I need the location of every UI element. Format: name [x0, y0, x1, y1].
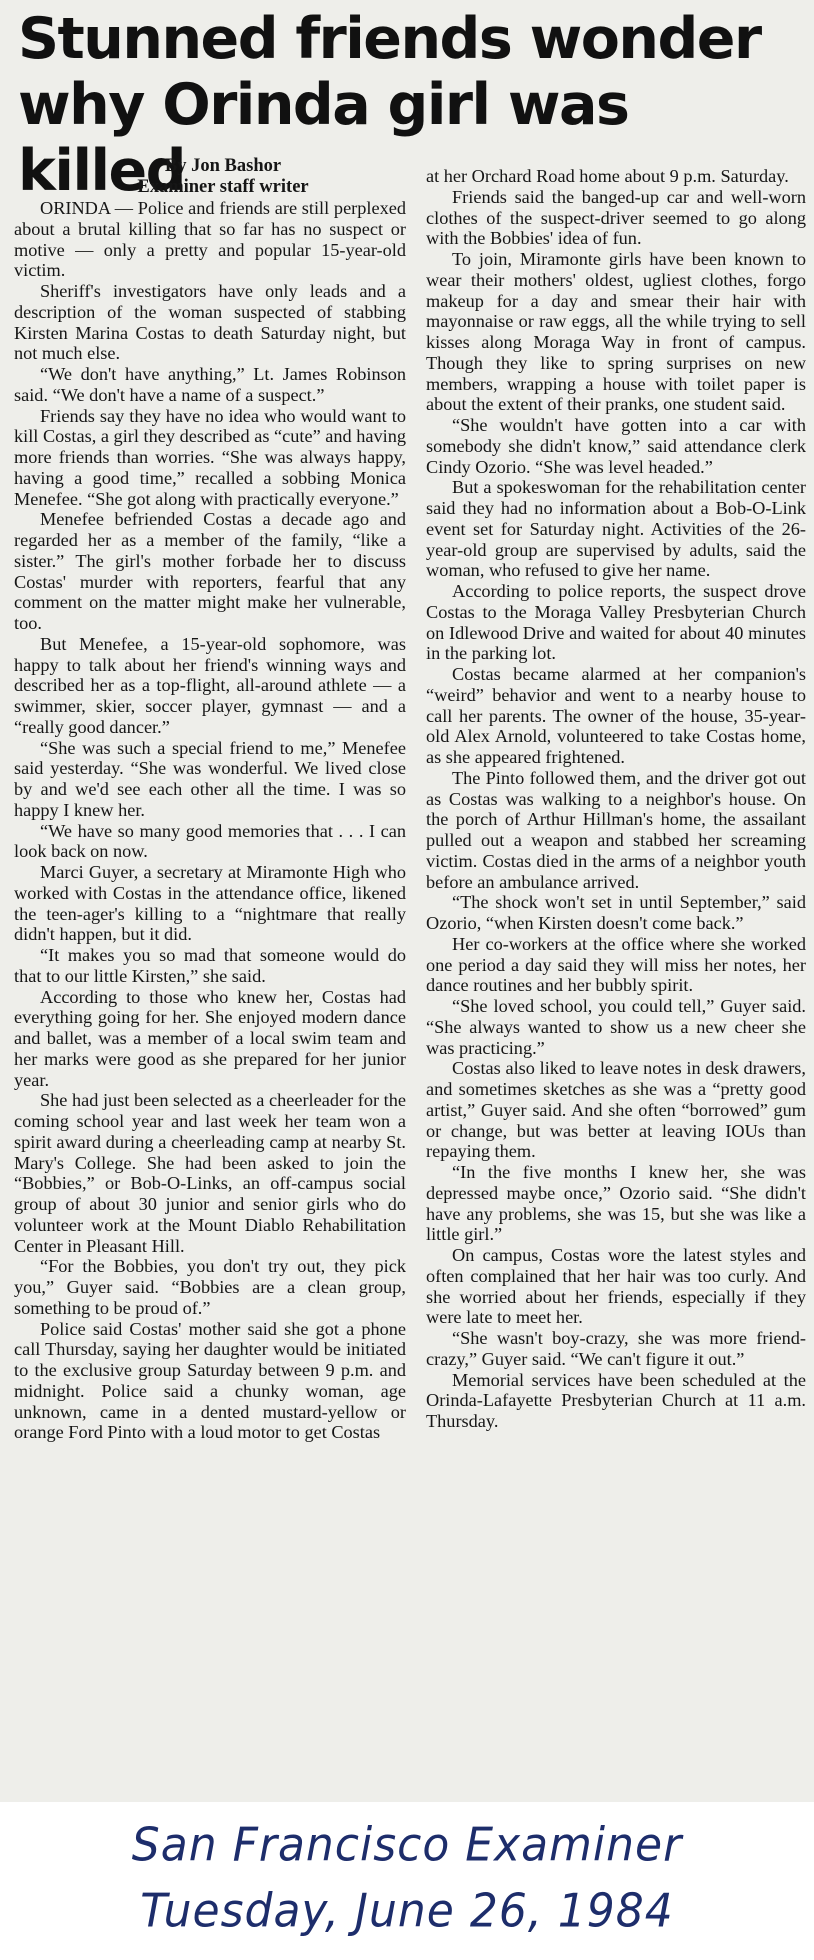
- article-paragraph: “She loved school, you could tell,” Guyer said. “She always wanted to show us a new cheer she was practicing.”: [426, 996, 806, 1058]
- article-paragraph: Friends say they have no idea who would want to kill Costas, a girl they described as “cute” and having more friends than worries. “She was always happy, having a good time,” recalled a sobbing Monica Menefee. “She got along with practically everyone.”: [14, 405, 406, 509]
- article-paragraph: To join, Miramonte girls have been known to wear their mothers' oldest, ugliest clothes, forgo makeup for a day and smear their hair with mayonnaise or raw eggs, all the while trying to sell kisses along Moraga Way in front of campus. Though they like to spring surprises on new members, wrapping a house with toilet paper is about the extent of their pranks, one student said.: [426, 249, 806, 415]
- article-paragraph: Menefee befriended Costas a decade ago and regarded her as a member of the family, “like a sister.” The girl's mother forbade her to discuss Costas' murder with reporters, fearful that any comment on the matter might make her vulnerable, too.: [14, 509, 406, 633]
- article-paragraph: On campus, Costas wore the latest styles and often complained that her hair was too curly. And she worried about her friends, especially if they were late to meet her.: [426, 1245, 806, 1328]
- article-paragraph: She had just been selected as a cheerleader for the coming school year and last week her team won a spirit award during a cheerleading camp at nearby St. Mary's College. She had been asked to join the “Bobbies,” or Bob-O-Links, an off-campus social group of about 30 junior and senior girls who do volunteer work at the Mount Diablo Rehabilitation Center in Pleasant Hill.: [14, 1090, 406, 1256]
- article-paragraph: But Menefee, a 15-year-old sophomore, was happy to talk about her friend's winning ways and described her as a top-flight, all-around athlete — a swimmer, skier, soccer player, gymnast — and a “really good dancer.”: [14, 633, 406, 737]
- article-paragraph: “The shock won't set in until September,” said Ozorio, “when Kirsten doesn't come back.”: [426, 892, 806, 933]
- handwritten-annotation: [0, 1802, 814, 1960]
- article-paragraph: The Pinto followed them, and the driver got out as Costas was walking to a neighbor's house. On the porch of Arthur Hillman's home, the assailant pulled out a weapon and stabbed her screaming victim. Costas died in the arms of a neighbor youth before an ambulance arrived.: [426, 767, 806, 892]
- headline-line-2: why Orinda girl was killed: [18, 72, 629, 204]
- byline-role: Examiner staff writer: [137, 177, 309, 197]
- publication-date: Tuesday, June 26, 1984: [140, 1884, 674, 1939]
- article-paragraph: Marci Guyer, a secretary at Miramonte High who worked with Costas in the attendance office, likened the teen-ager's killing to a “nightmare that really didn't happen, but it did.: [14, 862, 406, 945]
- article-paragraph: Friends said the banged-up car and well-worn clothes of the suspect-driver seemed to go along with the Bobbies' idea of fun.: [426, 186, 806, 249]
- article-paragraph: “It makes you so mad that someone would do that to our little Kirsten,” she said.: [14, 945, 406, 986]
- article-paragraph: According to those who knew her, Costas had everything going for her. She enjoyed modern dance and ballet, was a member of a local swim team and her marks were good as she prepared for her junior year.: [14, 986, 406, 1090]
- article-paragraph: “She was such a special friend to me,” Menefee said yesterday. “She was wonderful. We lived close by and we'd see each other all the time. I was so happy I knew her.: [14, 737, 406, 820]
- article-paragraph: “In the five months I knew her, she was depressed maybe once,” Ozorio said. “She didn't have any problems, she was 15, but she was like a little girl.”: [426, 1162, 806, 1245]
- article-paragraph: “She wasn't boy-crazy, she was more friend-crazy,” Guyer said. “We can't figure it out.”: [426, 1328, 806, 1369]
- article-column-right: [426, 166, 806, 1802]
- article-paragraph: Her co-workers at the office where she worked one period a day said they will miss her notes, her dance routines and her bubbly spirit.: [426, 933, 806, 996]
- article-column-left: [14, 156, 406, 1796]
- article-paragraph: But a spokeswoman for the rehabilitation center said they had no information about a Bob-O-Link event set for Saturday night. Activities of the 26-year-old group are supervised by adults, said the woman, who refused to give her name.: [426, 477, 806, 581]
- article-paragraph: ORINDA — Police and friends are still perplexed about a brutal killing that so far has no suspect or motive — only a pretty and popular 15-year-old victim.: [14, 198, 406, 281]
- publication-name: San Francisco Examiner: [131, 1818, 683, 1873]
- article-paragraph: Memorial services have been scheduled at the Orinda-Lafayette Presbyterian Church at 11 a.m. Thursday.: [426, 1369, 806, 1431]
- article-paragraph: “She wouldn't have gotten into a car with somebody she didn't know,” said attendance clerk Cindy Ozorio. “She was level headed.”: [426, 415, 806, 477]
- article-paragraph: Sheriff's investigators have only leads and a description of the woman suspected of stabbing Kirsten Marina Costas to death Saturday night, but not much else.: [14, 281, 406, 364]
- article-paragraph: “We don't have anything,” Lt. James Robinson said. “We don't have a name of a suspect.”: [14, 364, 406, 405]
- article-paragraph: at her Orchard Road home about 9 p.m. Saturday.: [426, 166, 789, 186]
- article-paragraph: Police said Costas' mother said she got a phone call Thursday, saying her daughter would be initiated to the exclusive group Saturday between 9 p.m. and midnight. Police said a chunky woman, age unknown, came in a dented mustard-yellow or orange Ford Pinto with a loud motor to get Costas: [14, 1318, 406, 1443]
- headline-line-1: Stunned friends wonder: [18, 6, 761, 72]
- byline-author: By Jon Bashor: [164, 156, 282, 176]
- article-paragraph: “For the Bobbies, you don't try out, they pick you,” Guyer said. “Bobbies are a clean group, something to be proud of.”: [14, 1256, 406, 1318]
- article-paragraph: Costas also liked to leave notes in desk drawers, and sometimes sketches as she was a “pretty good artist,” Guyer said. And she often “borrowed” gum or change, but was better at leaving IOUs than repaying them.: [426, 1058, 806, 1162]
- article-paragraph: According to police reports, the suspect drove Costas to the Moraga Valley Presbyterian Church on Idlewood Drive and waited for about 40 minutes in the parking lot.: [426, 581, 806, 664]
- article-paragraph: “We have so many good memories that . . . I can look back on now.: [14, 820, 406, 862]
- article-paragraph: Costas became alarmed at her companion's “weird” behavior and went to a nearby house to call her parents. The owner of the house, 35-year-old Alex Arnold, volunteered to take Costas home, as she appeared frightened.: [426, 664, 806, 767]
